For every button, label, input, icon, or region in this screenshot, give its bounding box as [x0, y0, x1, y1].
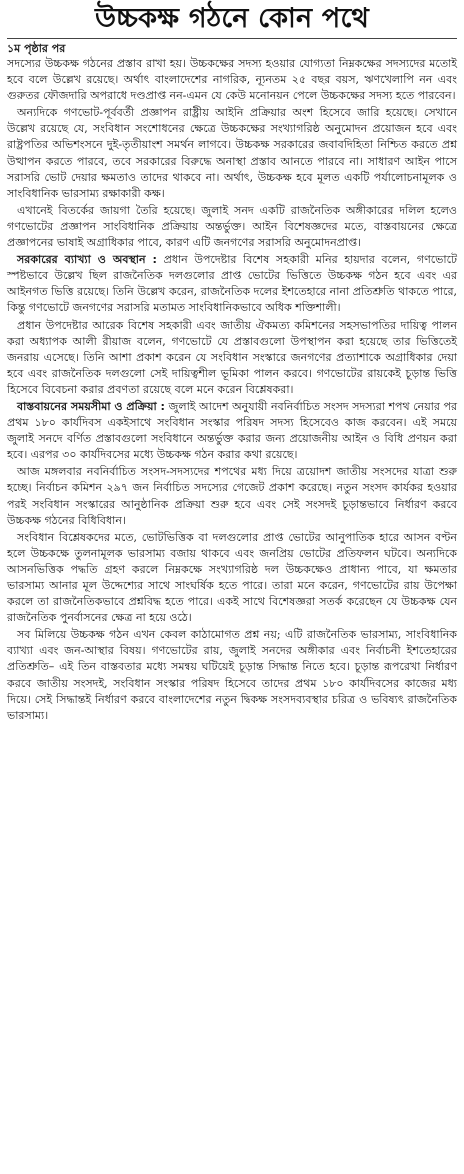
headline-divider — [7, 38, 457, 39]
article-paragraph — [7, 203, 457, 251]
article-paragraph — [7, 318, 457, 398]
article-paragraph — [7, 464, 457, 528]
article-paragraph — [7, 56, 457, 104]
article-paragraph — [7, 399, 457, 463]
article-paragraph — [7, 530, 457, 627]
paragraph-text: সদস্যের উচ্চকক্ষ গঠনের প্রস্তাব রাখা হয়। উচ্চকক্ষের সদস্য হওয়ার যোগ্যতা নিম্নকক্ষের সদস্যদের মতোই হবে বলে উল্লেখ রয়েছে। অর্থাৎ বাংলাদেশের নাগরিক, ন্যূনতম ২৫ বছর বয়স, ঋণখেলাপি নন এবং গুরুতর ফৌজদারি অপরাধে দণ্ডপ্রাপ্ত নন-এমন যে কেউ মনোনয়ন পেলে উচ্চকক্ষের সদস্য হতে পারবেন। — [7, 57, 457, 103]
continued-from-label: ১ম পৃষ্ঠার পর — [7, 42, 66, 55]
article-paragraph — [7, 252, 457, 316]
section-subhead: সরকারের ব্যাখ্যা ও অবস্থান : — [17, 253, 157, 267]
paragraph-text: প্রধান উপদেষ্টার আরেক বিশেষ সহকারী এবং জাতীয় ঐকমত্য কমিশনের সহসভাপতির দায়িত্ব পালন করা অধ্যাপক আলী রীয়াজ বলেন, গণভোটে যে প্রস্তাবগুলো উপস্থাপন করা হয়েছে তার ভিত্তিতেই জনরায় এসেছে। তিনি আশা প্রকাশ করেন যে সংবিধান সংস্কারে জনগণের প্রত্যাশাকে অগ্রাধিকার দেয়া হবে এবং রাজনৈতিক দলগুলো সেই দায়িত্বশীল ভূমিকা পালন করবে। গণভোটের রায়কেই চূড়ান্ত ভিত্তি হিসেবে বিবেচনা করার প্রবণতা রয়েছে বলে মনে করেন বিশ্লেষকরা। — [7, 318, 457, 396]
paragraph-text: সংবিধান বিশ্লেষকদের মতে, ভোটভিত্তিক বা দলগুলোর প্রাপ্ত ভোটের আনুপাতিক হারে আসন বণ্টন হলে উচ্চকক্ষে তুলনামূলক ভারসাম্য বজায় থাকবে এবং জনপ্রিয় ভোটের প্রতিফলন ঘটবে। অন্যদিকে আসনভিত্তিক পদ্ধতি গ্রহণ করলে নিম্নকক্ষে সংখ্যাগরিষ্ঠ দল উচ্চকক্ষেও প্রাধান্য পাবে, যা ক্ষমতার ভারসাম্য আনার মূল উদ্দেশ্যের সাথে সাংঘর্ষিক হতে পারে। তারা মনে করেন, গণভোটের রায় উপেক্ষা করলে তা রাজনৈতিকভাবে প্রশ্নবিদ্ধ হতে পারে। একই সাথে বিশেষজ্ঞরা সতর্ক করেছেন যে উচ্চকক্ষ যেন রাজনৈতিক পুনর্বাসনের ক্ষেত্র না হয়ে ওঠে। — [7, 530, 457, 625]
article-headline: উচ্চকক্ষ গঠনে কোন পথে — [95, 3, 369, 34]
paragraph-text: প্রধান উপদেষ্টার বিশেষ সহকারী মনির হায়দার বলেন, গণভোটে স্পষ্টভাবে উল্লেখ ছিল রাজনৈতিক দলগুলোর প্রাপ্ত ভোটের ভিত্তিতে উচ্চকক্ষ গঠন হবে এবং এর আইনগত ভিত্তি রয়েছে। তিনি উল্লেখ করেন, রাজনৈতিক দলের ইশতেহারে নানা প্রতিশ্রুতি থাকতে পারে, কিন্তু গণভোটে জনগণের সরাসরি মতামত সাংবিধানিকভাবে অধিক শক্তিশালী। — [7, 253, 457, 315]
paragraph-text: সব মিলিয়ে উচ্চকক্ষ গঠন এখন কেবল কাঠামোগত প্রশ্ন নয়; এটি রাজনৈতিক ভারসাম্য, সাংবিধানিক ব্যাখ্যা এবং জন-আস্থার বিষয়। গণভোটের রায়, জুলাই সনদের অঙ্গীকার এবং নির্বাচনী ইশতেহারের প্রতিশ্রুতি– এই তিন বাস্তবতার মধ্যে সমন্বয় ঘটিয়েই চূড়ান্ত সিদ্ধান্ত নিতে হবে। চূড়ান্ত রূপরেখা নির্ধারণ করবে জাতীয় সংসদই, সংবিধান সংস্কার পরিষদ হিসেবে তাদের প্রথম ১৮০ কার্যদিবসের কাজের মধ্য দিয়ে। সেই সিদ্ধান্তই নির্ধারণ করবে বাংলাদেশের নতুন দ্বিকক্ষ সংসদব্যবস্থার চরিত্র ও ভবিষ্যৎ রাজনৈতিক ভারসাম্য। — [7, 628, 457, 722]
paragraph-text: আজ মঙ্গলবার নবনির্বাচিত সংসদ-সদস্যদের শপথের মধ্য দিয়ে ত্রয়োদশ জাতীয় সংসদের যাত্রা শুরু হচ্ছে। নির্বাচন কমিশন ২৯৭ জন নির্বাচিত সদস্যের গেজেট প্রকাশ করেছে। নতুন সংসদ কার্যকর হওয়ার পরই সংবিধান সংস্কারের আনুষ্ঠানিক প্রক্রিয়া শুরু হবে এবং সেই সংসদই চূড়ান্তভাবে নির্ধারণ করবে উচ্চকক্ষ গঠনের বিধিবিধান। — [7, 465, 457, 527]
article-paragraph — [7, 627, 457, 724]
paragraph-text: অন্যদিকে গণভোট-পূর্ববর্তী প্রজ্ঞাপন রাষ্ট্রীয় আইনি প্রক্রিয়ার অংশ হিসেবে জারি হয়েছে। সেখানে উল্লেখ রয়েছে যে, সংবিধান সংশোধনের ক্ষেত্রে উচ্চকক্ষের সংখ্যাগরিষ্ঠ অনুমোদন প্রয়োজন হবে এবং রাষ্ট্রপতির অভিশংসনে দুই-তৃতীয়াংশ সমর্থন লাগবে। উচ্চকক্ষ সরকারের জবাবদিহিতা নিশ্চিত করতে প্রশ্ন উত্থাপন করতে পারবে, তবে সরকারের বিরুদ্ধে অনাস্থা প্রস্তাব আনতে পারবে না। সাধারণ আইন পাসে সরাসরি ভোট দেয়ার ক্ষমতাও তাদের থাকবে না। অর্থাৎ, উচ্চকক্ষ হবে মূলত একটি পর্যালোচনামূলক ও সাংবিধানিক ভারসাম্য রক্ষাকারী কক্ষ। — [7, 106, 457, 200]
paragraph-text: জুলাই আদেশ অনুযায়ী নবনির্বাচিত সংসদ সদস্যরা শপথ নেয়ার পর প্রথম ১৮০ কার্যদিবস একইসাথে সংবিধান সংস্কার পরিষদ সদস্য হিসেবেও কাজ করবেন। এই সময়ে জুলাই সনদে বর্ণিত প্রস্তাবগুলো সংবিধানে অন্তর্ভুক্ত করার জন্য প্রয়োজনীয় আইন ও বিধি প্রণয়ন করা হবে। এরপর ৩০ কার্যদিবসের মধ্যে উচ্চকক্ষ গঠন করার কথা রয়েছে। — [7, 399, 458, 462]
article-paragraph — [7, 105, 457, 202]
section-subhead: বাস্তবায়নের সময়সীমা ও প্রক্রিয়া : — [17, 399, 165, 413]
paragraph-text: এখানেই বিতর্কের জায়গা তৈরি হয়েছে। জুলাই সনদ একটি রাজনৈতিক অঙ্গীকারের দলিল হলেও গণভোটের প্রজ্ঞাপন সাংবিধানিক প্রক্রিয়ায় অন্তর্ভুক্ত। আইন বিশেষজ্ঞদের মতে, বাস্তবায়নের ক্ষেত্রে প্রজ্ঞাপনের ভাষাই অগ্রাধিকার পাবে, কারণ এটি জনগণের সরাসরি অনুমোদনপ্রাপ্ত। — [7, 203, 457, 250]
